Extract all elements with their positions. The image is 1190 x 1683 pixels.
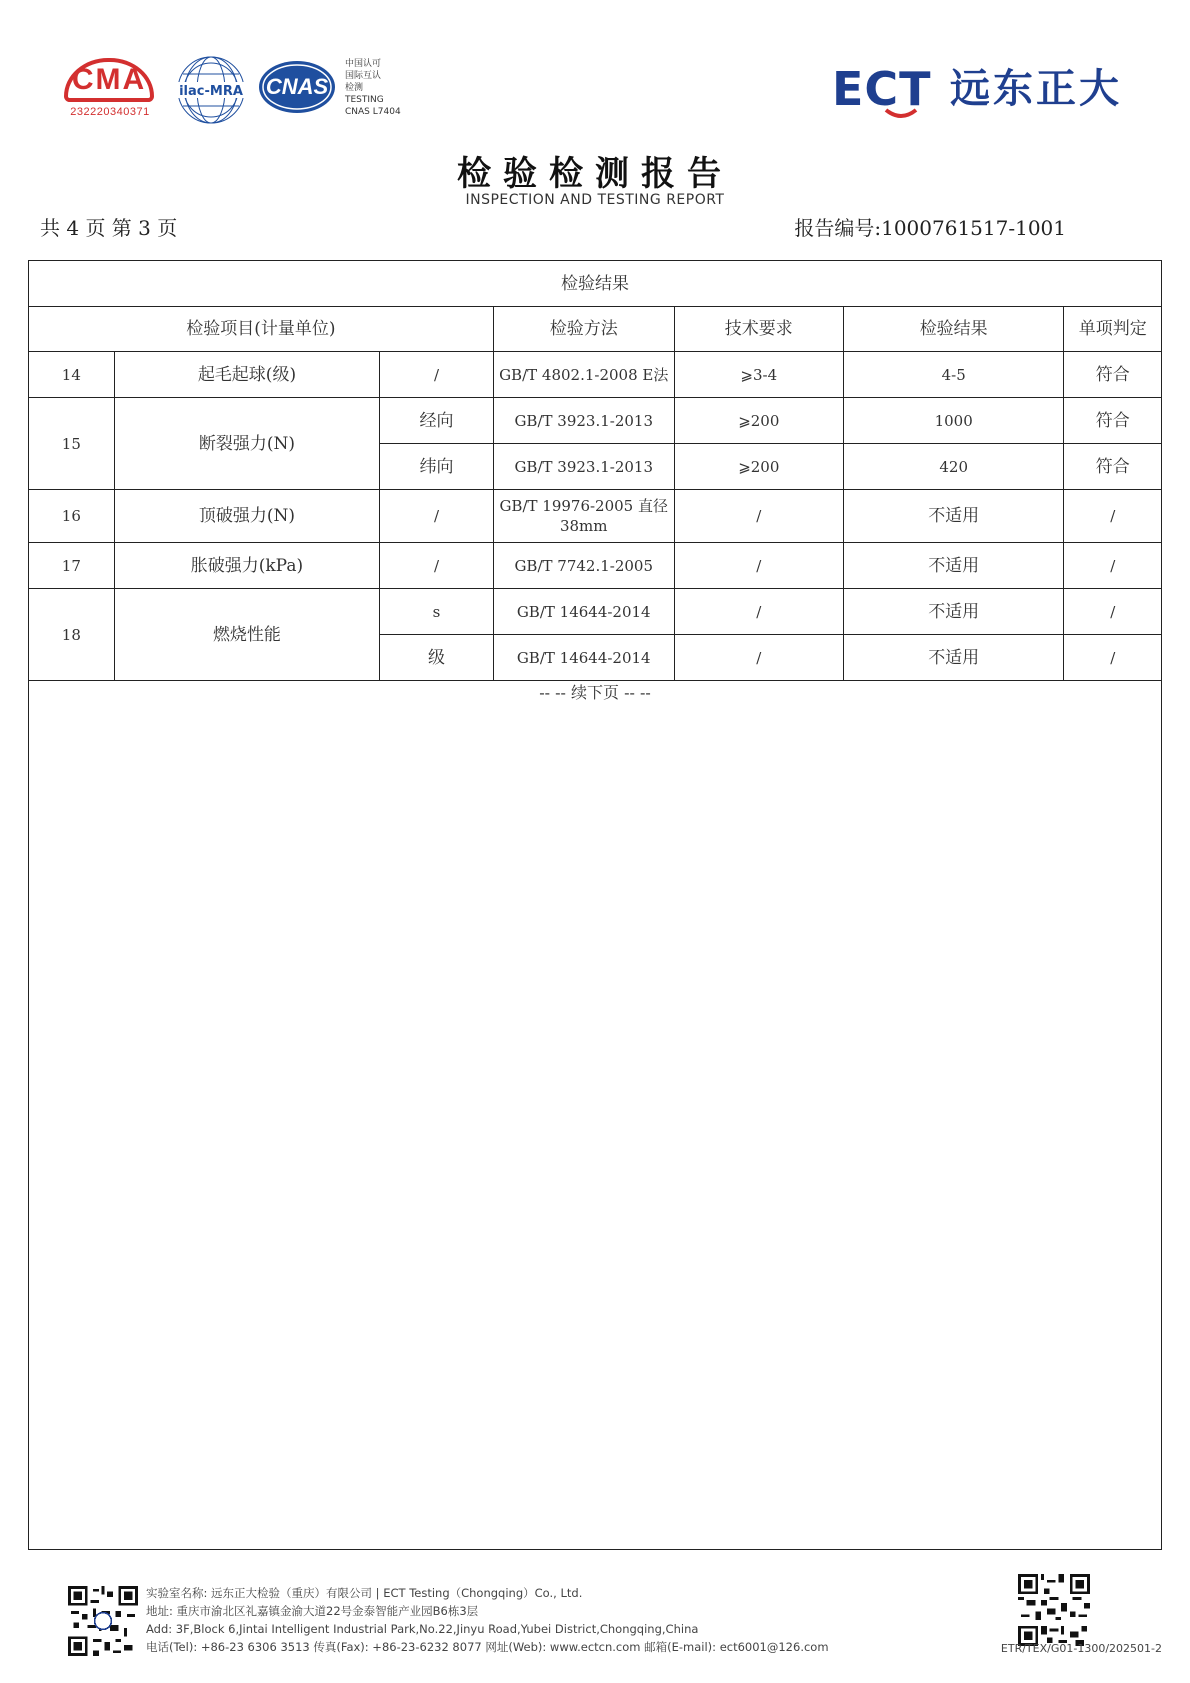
row-method: GB/T 7742.1-2005 xyxy=(493,543,674,589)
header-result: 检验结果 xyxy=(843,307,1064,352)
row-item: 胀破强力(kPa) xyxy=(114,543,380,589)
row-subitem: 纬向 xyxy=(380,444,494,490)
cnas-logo-text: CNAS xyxy=(265,74,329,99)
table-row xyxy=(29,398,1162,444)
cnas-note-line: CNAS L7404 xyxy=(345,107,401,117)
row-result: 不适用 xyxy=(843,589,1064,635)
cnas-note-line: 中国认可 xyxy=(345,59,382,69)
cma-number: 232220340371 xyxy=(70,106,150,118)
brand-swoosh-icon xyxy=(884,108,918,120)
ect-brand-logo xyxy=(832,62,1132,122)
row-method: GB/T 19976-2005 直径38mm xyxy=(493,490,674,543)
table-row xyxy=(29,352,1162,398)
header-verdict: 单项判定 xyxy=(1064,307,1162,352)
row-verdict: 符合 xyxy=(1064,444,1162,490)
row-verdict: / xyxy=(1064,589,1162,635)
row-method: GB/T 3923.1-2013 xyxy=(493,398,674,444)
row-verdict: / xyxy=(1064,490,1162,543)
row-result: 不适用 xyxy=(843,490,1064,543)
row-item: 起毛起球(级) xyxy=(114,352,380,398)
brand-en: ECT xyxy=(832,62,932,116)
row-requirement: / xyxy=(674,490,843,543)
row-result: 不适用 xyxy=(843,635,1064,681)
row-verdict: / xyxy=(1064,543,1162,589)
row-requirement: ⩾200 xyxy=(674,444,843,490)
table-row xyxy=(29,543,1162,589)
row-verdict: / xyxy=(1064,635,1162,681)
footer-contact: 电话(Tel): +86-23 6306 3513 传真(Fax): +86-23-6232 8077 网址(Web): www.ectcn.com 邮箱(E-mail): ect6001@126.com xyxy=(146,1640,829,1654)
cnas-note-line: TESTING xyxy=(345,95,384,105)
row-method: GB/T 4802.1-2008 E法 xyxy=(493,352,674,398)
row-subitem: / xyxy=(380,490,494,543)
row-number: 16 xyxy=(29,490,115,543)
cnas-note-line: 国际互认 xyxy=(345,71,382,81)
cnas-note-line: 检测 xyxy=(345,83,364,93)
row-requirement: ⩾3-4 xyxy=(674,352,843,398)
table-row xyxy=(29,490,1162,543)
row-number: 15 xyxy=(29,398,115,490)
cma-mark: CMA xyxy=(64,58,154,102)
footer-address-cn: 地址: 重庆市渝北区礼嘉镇金渝大道22号金泰智能产业园B6栋3层 xyxy=(146,1604,479,1618)
table-caption-row xyxy=(29,261,1162,307)
row-verdict: 符合 xyxy=(1064,352,1162,398)
row-requirement: / xyxy=(674,589,843,635)
row-result: 不适用 xyxy=(843,543,1064,589)
footer-info xyxy=(146,1584,829,1656)
header-requirement: 技术要求 xyxy=(674,307,843,352)
header-method: 检验方法 xyxy=(493,307,674,352)
cnas-logo xyxy=(257,58,337,116)
form-number: ETR/TEX/G01-1300/202501-2 xyxy=(1000,1642,1162,1655)
row-requirement: / xyxy=(674,635,843,681)
header-item: 检验项目(计量单位) xyxy=(29,307,494,352)
row-number: 17 xyxy=(29,543,115,589)
row-requirement: / xyxy=(674,543,843,589)
report-subtitle: INSPECTION AND TESTING REPORT xyxy=(465,192,725,208)
row-item: 断裂强力(N) xyxy=(114,398,380,490)
report-number: 报告编号:1000761517-1001 xyxy=(794,216,1066,240)
row-verdict: 符合 xyxy=(1064,398,1162,444)
results-table xyxy=(28,260,1162,681)
row-result: 420 xyxy=(843,444,1064,490)
row-result: 1000 xyxy=(843,398,1064,444)
row-requirement: ⩾200 xyxy=(674,398,843,444)
cma-logo xyxy=(64,58,154,124)
row-item: 燃烧性能 xyxy=(114,589,380,681)
table-header-row xyxy=(29,307,1162,352)
qr-code-right-icon xyxy=(1018,1574,1090,1646)
table-row xyxy=(29,589,1162,635)
page-count: 共 4 页 第 3 页 xyxy=(40,216,178,240)
ilac-mra-logo xyxy=(175,54,247,126)
row-item: 顶破强力(N) xyxy=(114,490,380,543)
row-result: 4-5 xyxy=(843,352,1064,398)
table-caption: 检验结果 xyxy=(29,261,1162,307)
row-subitem: s xyxy=(380,589,494,635)
qr-code-left-icon xyxy=(68,1586,138,1656)
row-subitem: / xyxy=(380,543,494,589)
continue-note: -- -- 续下页 -- -- xyxy=(539,683,651,702)
footer-address-en: Add: 3F,Block 6,Jintai Intelligent Industrial Park,No.22,Jinyu Road,Yubei District,Chongqing,China xyxy=(146,1622,699,1636)
row-subitem: 级 xyxy=(380,635,494,681)
row-number: 18 xyxy=(29,589,115,681)
row-subitem: / xyxy=(380,352,494,398)
row-method: GB/T 14644-2014 xyxy=(493,635,674,681)
row-method: GB/T 14644-2014 xyxy=(493,589,674,635)
footer-lab-name: 实验室名称: 远东正大检验（重庆）有限公司 | ECT Testing（Chongqing）Co., Ltd. xyxy=(146,1586,583,1600)
row-subitem: 经向 xyxy=(380,398,494,444)
cnas-accreditation-note xyxy=(345,58,425,118)
ilac-logo-text: ilac-MRA xyxy=(179,84,243,99)
row-number: 14 xyxy=(29,352,115,398)
brand-cn: 远东正大 xyxy=(950,66,1122,112)
row-method: GB/T 3923.1-2013 xyxy=(493,444,674,490)
report-title: 检验检测报告 xyxy=(457,154,733,194)
